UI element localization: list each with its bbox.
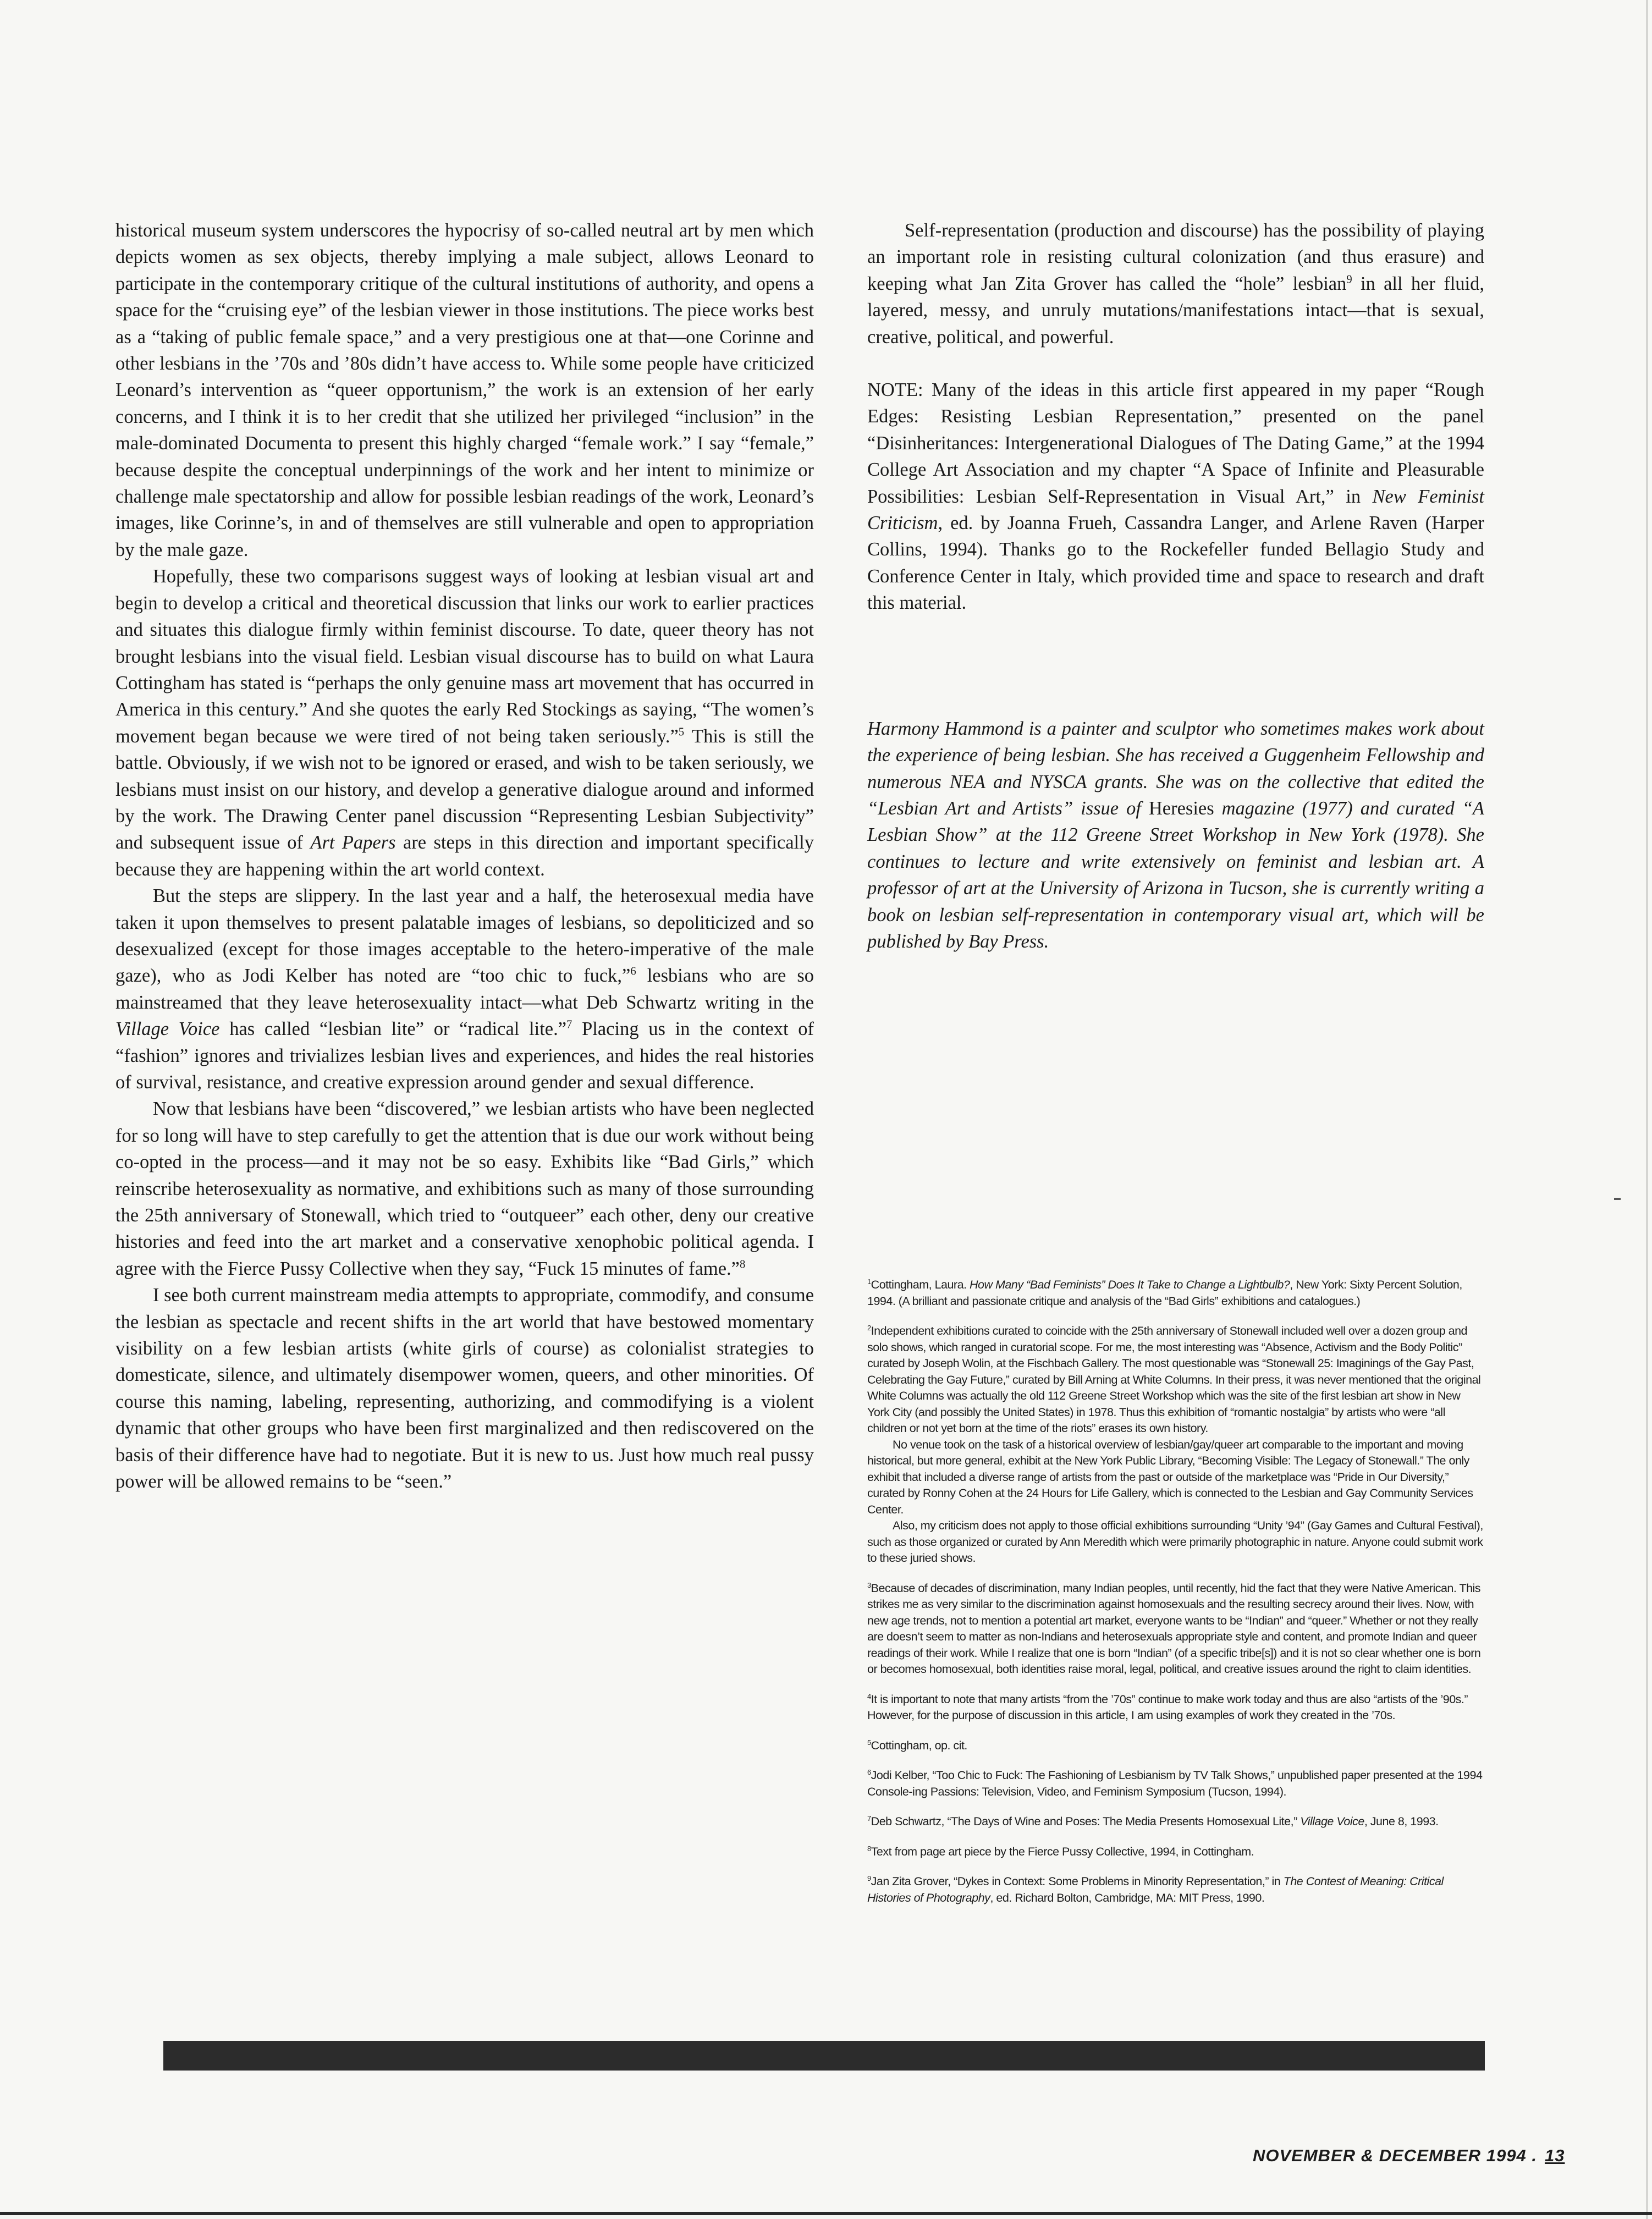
footnote-ref: 9	[1346, 273, 1352, 286]
decorative-bar	[163, 2041, 1485, 2071]
footnote	[867, 1323, 1484, 1567]
footnote	[867, 1844, 1484, 1860]
page-footer	[1253, 2146, 1565, 2166]
scan-edge	[0, 2212, 1652, 2215]
left-column	[115, 217, 814, 1495]
footnote-number: 7	[867, 1814, 871, 1822]
text-run: magazine (1977) and curated “A Lesbian Show” at the 112 Greene Street Workshop in New York (1978). She continues to lecture and write extensively on feminist and lesbian art. A professor of art at the University of Arizona in Tucson, she is currently writing a book on lesbian self-representation in contemporary visual art, which will be published by Bay Press.	[867, 797, 1484, 952]
text-run: Jan Zita Grover, “Dykes in Context: Some Problems in Minority Representation,” in	[871, 1875, 1284, 1888]
italic-title: New Feminist Criticism	[867, 486, 1484, 534]
footnote-number: 5	[867, 1738, 871, 1747]
text-run: Self-representation (production and discourse) has the possibility of playing an important role in resisting cultural colonization (and thus erasure) and keeping what Jan Zita Grover has called the “hole” lesbian	[867, 220, 1484, 294]
italic-title: How Many “Bad Feminists” Does It Take to Change a Lightbulb?	[970, 1278, 1290, 1291]
footnote	[867, 1277, 1484, 1309]
paragraph	[115, 563, 814, 883]
text-run: Now that lesbians have been “discovered,” we lesbian artists who have been neglected for so long will have to step carefully to get the attention that is due our work without being co-opted in the process—and it may not be so easy. Exhibits like “Bad Girls,” which reinscribe heterosexuality as normative, and exhibitions such as many of those surrounding the 25th anniversary of Stonewall, which tried to “outqueer” each other, deny our creative histories and feed into the art market and a conservative xenophobic political agenda. I agree with the Fierce Pussy Collective when they say, “Fuck 15 minutes of fame.”	[115, 1098, 814, 1279]
italic-title: Village Voice	[1300, 1815, 1364, 1828]
italic-title: Art Papers	[310, 832, 396, 854]
footnote-number: 4	[867, 1692, 871, 1700]
text-run: , ed. Richard Bolton, Cambridge, MA: MIT Press, 1990.	[990, 1891, 1265, 1904]
footnote-number: 3	[867, 1581, 871, 1589]
right-column	[867, 217, 1484, 955]
text-run: Independent exhibitions curated to coincide with the 25th anniversary of Stonewall included well over a dozen group and solo shows, which ranged in curatorial scope. For me, the most interesting was “Absence, Activism and the Body Politic” curated by Joseph Wolin, at the Fischbach Gallery. The most questionable was “Stonewall 25: Imaginings of the Gay Past, Celebrating the Gay Future,” curated by Bill Arning at White Columns. In their press, it was never mentioned that the original White Columns was actually the old 112 Greene Street Workshop which was the site of the first lesbian art show in New York City (and possibly the United States) in 1978. Thus this exhibition of “romantic nostalgia” by artists who were “all children or not yet born at the time of the riots” erases its own history.	[867, 1324, 1481, 1435]
footnote-ref: 8	[740, 1258, 746, 1271]
paragraph: historical museum system underscores the hypocrisy of so-called neutral art by men which depicts women as sex objects, thereby implying a male subject, allows Leonard to participate in the contemporary critique of the cultural institutions of authority, and opens a space for the “cruising eye” of the lesbian viewer in those institutions. The piece works best as a “taking of public female space,” and a very prestigious one at that—one Corinne and other lesbians in the ’70s and ’80s didn’t have access to. While some people have criticized Leonard’s intervention as “queer opportunism,” the work is an extension of her early concerns, and I think it is to her credit that she utilized her privileged “inclusion” in the male-dominated Documenta to present this highly charged “female work.” I say “female,” because despite the conceptual underpinnings of the work and her intent to minimize or challenge male spectatorship and allow for possible lesbian readings of the work, Leonard’s images, like Corinne’s, in and of themselves are still vulnerable and open to appropriation by the male gaze.	[115, 220, 814, 560]
paragraph: I see both current mainstream media attempts to appropriate, commodify, and consume the lesbian as spectacle and recent shifts in the art world that have bestowed momentary visibility on a few lesbian artists (white girls of course) as colonialist strategies to domesticate, silence, and ultimately disempower women, queers, and other minorities. Of course this naming, labeling, representing, authorizing, and commodifying is a violent dynamic that other groups who have been first marginalized and then rediscovered on the basis of their difference have had to negotiate. But it is new to us. Just how much real pussy power will be allowed remains to be “seen.”	[115, 1285, 814, 1493]
footnote	[867, 1738, 1484, 1754]
text-run: Jodi Kelber, “Too Chic to Fuck: The Fashioning of Lesbianism by TV Talk Shows,” unpublished paper presented at the 1994 Console-ing Passions: Television, Video, and Feminism Symposium (Tucson, 1994).	[867, 1769, 1483, 1798]
upright-title: Heresies	[1148, 797, 1214, 819]
scan-edge	[1646, 0, 1648, 2219]
text-run: lesbians who are so mainstreamed that they leave heterosexuality intact—what Deb Schwartz writing in the	[115, 965, 814, 1013]
text-run: are steps in this direction and important specifically because they are happening within the art world context.	[115, 832, 814, 880]
footnote	[867, 1874, 1484, 1906]
footnote-ref: 5	[678, 726, 685, 739]
footnotes	[867, 1277, 1484, 1920]
scan-speck	[1614, 1198, 1621, 1200]
footnote-paragraph: Also, my criticism does not apply to those official exhibitions surrounding “Unity ’94” (Gay Games and Cultural Festival), such as those organized or curated by Ann Meredith which were primarily photographic in nature. Anyone could submit work to these juried shows.	[867, 1519, 1483, 1565]
paragraph	[867, 217, 1484, 350]
text-run: NOTE: Many of the ideas in this article first appeared in my paper “Rough Edges: Resisting Lesbian Representation,” presented on the panel “Disinheritances: Intergenerational Dialogues of The Dating Game,” at the 1994 College Art Association and my chapter “A Space of Infinite and Pleasurable Possibilities: Lesbian Self-Representation in Visual Art,” in	[867, 379, 1484, 507]
text-run: Text from page art piece by the Fierce Pussy Collective, 1994, in Cottingham.	[871, 1844, 1254, 1858]
text-run: Hopefully, these two comparisons suggest ways of looking at lesbian visual art and begin to develop a critical and theoretical discussion that links our work to earlier practices and situates this dialogue firmly within feminist discourse. To date, queer theory has not brought lesbians into the visual field. Lesbian visual discourse has to build on what Laura Cottingham has stated is “perhaps the only genuine mass art movement that has occurred in America in this century.” And she quotes the early Red Stockings as saying, “The women’s movement began because we were tired of not being taken seriously.”	[115, 566, 814, 747]
text-run: Placing us in the context of “fashion” ignores and trivializes lesbian lives and experiences, and hides the real histories of survival, resistance, and creative expression around gender and sexual difference.	[115, 1018, 814, 1093]
text-run: , ed. by Joanna Frueh, Cassandra Langer, and Arlene Raven (Harper Collins, 1994). Thanks go to the Rockefeller funded Bellagio Study and Conference Center in Italy, which provided time and space to research and draft this material.	[867, 513, 1484, 614]
author-bio	[867, 715, 1484, 955]
page-number: 13	[1544, 2146, 1565, 2165]
text-run: Harmony Hammond is a painter and sculptor who sometimes makes work about the experience of being lesbian. She has received a Guggenheim Fellowship and numerous NEA and NYSCA grants. She was on the collective that edited the “Lesbian Art and Artists” issue of	[867, 718, 1484, 819]
footnote	[867, 1581, 1484, 1678]
footnote-paragraph: No venue took on the task of a historical overview of lesbian/gay/queer art comparable to the important and moving historical, but more general, exhibit at the New York Public Library, “Becoming Visible: The Legacy of Stonewall.” The only exhibit that included a diverse range of artists from the past or outside of the marketplace was “Pride in Our Diversity,” curated by Ronny Cohen at the 24 Hours for Life Gallery, which is connected to the Lesbian and Gay Community Services Center.	[867, 1438, 1473, 1516]
text-run: Deb Schwartz, “The Days of Wine and Poses: The Media Presents Homosexual Lite,”	[871, 1815, 1301, 1828]
footnote-number: 2	[867, 1323, 871, 1332]
footnote-number: 8	[867, 1844, 871, 1853]
text-run: , June 8, 1993.	[1364, 1815, 1439, 1828]
footnote	[867, 1692, 1484, 1724]
text-run: Cottingham, op. cit.	[871, 1738, 967, 1752]
issue-date: NOVEMBER & DECEMBER 1994 .	[1253, 2146, 1537, 2165]
author-note	[867, 377, 1484, 616]
italic-title: The Contest of Meaning: Critical Histories of Photography	[867, 1875, 1444, 1904]
footnote-number: 6	[867, 1768, 871, 1776]
paragraph	[115, 1095, 814, 1282]
footnote-number: 1	[867, 1277, 871, 1286]
footnote	[867, 1768, 1484, 1800]
footnote	[867, 1814, 1484, 1830]
footnote-number: 9	[867, 1874, 871, 1882]
text-run: It is important to note that many artists “from the ’70s” continue to make work today and thus are also “artists of the ’90s.” However, for the purpose of discussion in this article, I am using examples of work they created in the ’70s.	[867, 1692, 1468, 1722]
footnote-ref: 7	[566, 1018, 572, 1031]
italic-title: Village Voice	[115, 1018, 220, 1040]
text-run: Because of decades of discrimination, many Indian peoples, until recently, hid the fact that they were Native American. This strikes me as very similar to the discrimination against homosexuals and the resulting secrecy around their lives. Now, with new age trends, not to mention a potential art market, everyone wants to be “Indian” and “queer.” Whether or not they really are doesn’t seem to matter as non-Indians and heterosexuals appropriate style and content, and promote Indian and queer readings of their work. While I realize that one is born “Indian” (of a specific tribe[s]) and it is not so clear whether one is born or becomes homosexual, both identities raise moral, legal, political, and creative issues around the right to claim identities.	[867, 1581, 1481, 1676]
text-run: This is still the battle. Obviously, if we wish not to be ignored or erased, and wish to be taken seriously, we lesbians must insist on our history, and develop a generative dialogue around and informed by the work. The Drawing Center panel discussion “Representing Lesbian Subjectivity” and subsequent issue of	[115, 725, 814, 854]
paragraph	[115, 883, 814, 1095]
text-run: Cottingham, Laura.	[871, 1278, 970, 1291]
text-run: has called “lesbian lite” or “radical lite.”	[219, 1018, 567, 1040]
text-run: , New York: Sixty Percent Solution, 1994. (A brilliant and passionate critique and analysis of the “Bad Girls” exhibitions and catalogues.)	[867, 1278, 1462, 1308]
text-run: But the steps are slippery. In the last year and a half, the heterosexual media have taken it upon themselves to present palatable images of lesbians, so depoliticized and so desexualized (except for those images acceptable to the hetero-imperative of the male gaze), who as Jodi Kelber has noted are “too chic to fuck,”	[115, 885, 814, 987]
footnote-ref: 6	[630, 965, 636, 978]
text-run: in all her fluid, layered, messy, and unruly mutations/manifestations intact—that is sexual, creative, political, and powerful.	[867, 273, 1485, 348]
